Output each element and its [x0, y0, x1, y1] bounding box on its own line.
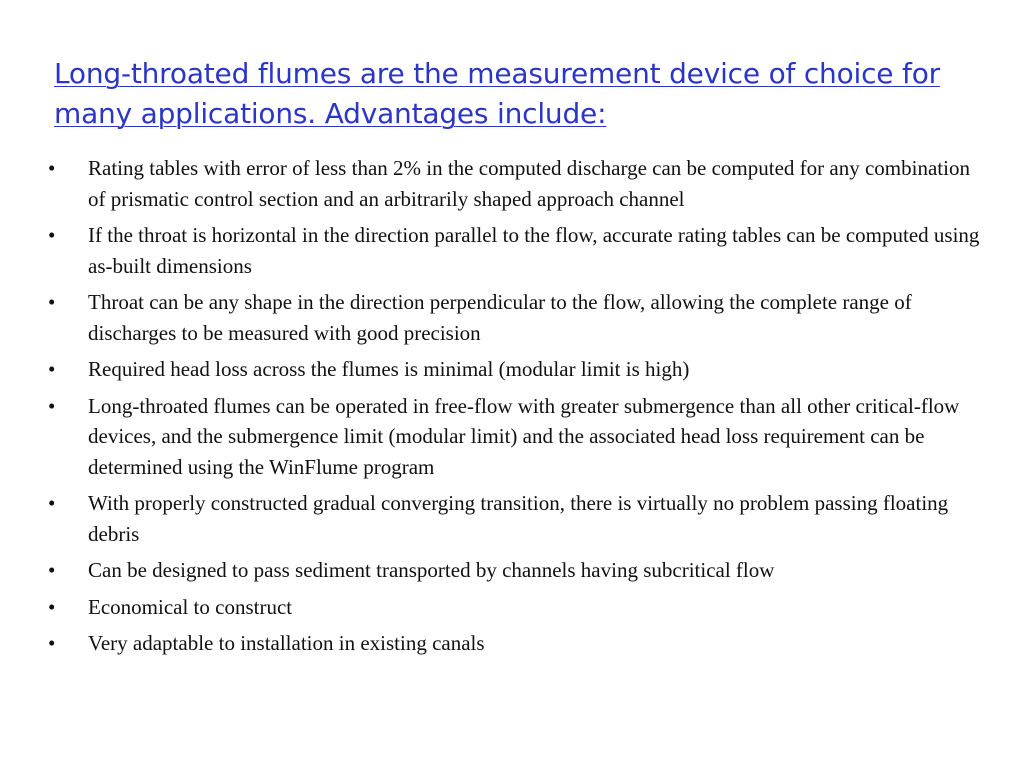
bullet-marker: •	[48, 594, 56, 619]
bullet-text: If the throat is horizontal in the direction parallel to the flow, accurate rating tables can be computed using as-built dimensions	[88, 223, 980, 278]
bullet-marker: •	[48, 156, 56, 180]
list-item	[46, 153, 986, 214]
bullet-marker: •	[48, 393, 56, 418]
bullet-text: With properly constructed gradual converging transition, there is virtually no problem passing floating debris	[88, 491, 949, 546]
bullet-marker: •	[48, 631, 56, 655]
slide-title: Long-throated flumes are the measurement device of choice for many applications. Advantages include:	[54, 57, 940, 130]
bullet-marker: •	[48, 357, 56, 381]
bullet-text: Very adaptable to installation in existing canals	[88, 631, 485, 655]
bullet-text: Required head loss across the flumes is minimal (modular limit is high)	[88, 357, 690, 381]
list-item	[46, 555, 986, 586]
list-item	[46, 628, 986, 659]
bullet-marker: •	[48, 290, 56, 314]
bullet-text: Economical to construct	[88, 594, 293, 619]
bullet-text: Throat can be any shape in the direction perpendicular to the flow, allowing the complete range of discharges to be measured with good precision	[88, 290, 912, 345]
bullet-text: Long-throated flumes can be operated in free-flow with greater submergence than all other critical-flow devices, and the submergence limit (modular limit) and the associated head loss requirement can be determined using the WinFlume program	[88, 393, 960, 479]
list-item	[46, 287, 986, 348]
bullet-marker: •	[48, 558, 56, 582]
bullet-marker: •	[48, 223, 56, 247]
list-item	[46, 354, 986, 385]
bullet-text: Can be designed to pass sediment transported by channels having subcritical flow	[88, 558, 775, 582]
list-item	[46, 592, 986, 623]
list-item	[46, 391, 986, 483]
bullet-marker: •	[48, 491, 56, 515]
bullet-text: Rating tables with error of less than 2% in the computed discharge can be computed for any combination of prismatic control section and an arbitrarily shaped approach channel	[88, 156, 970, 211]
list-item	[46, 488, 986, 549]
bullet-list	[46, 153, 986, 665]
list-item	[46, 220, 986, 281]
